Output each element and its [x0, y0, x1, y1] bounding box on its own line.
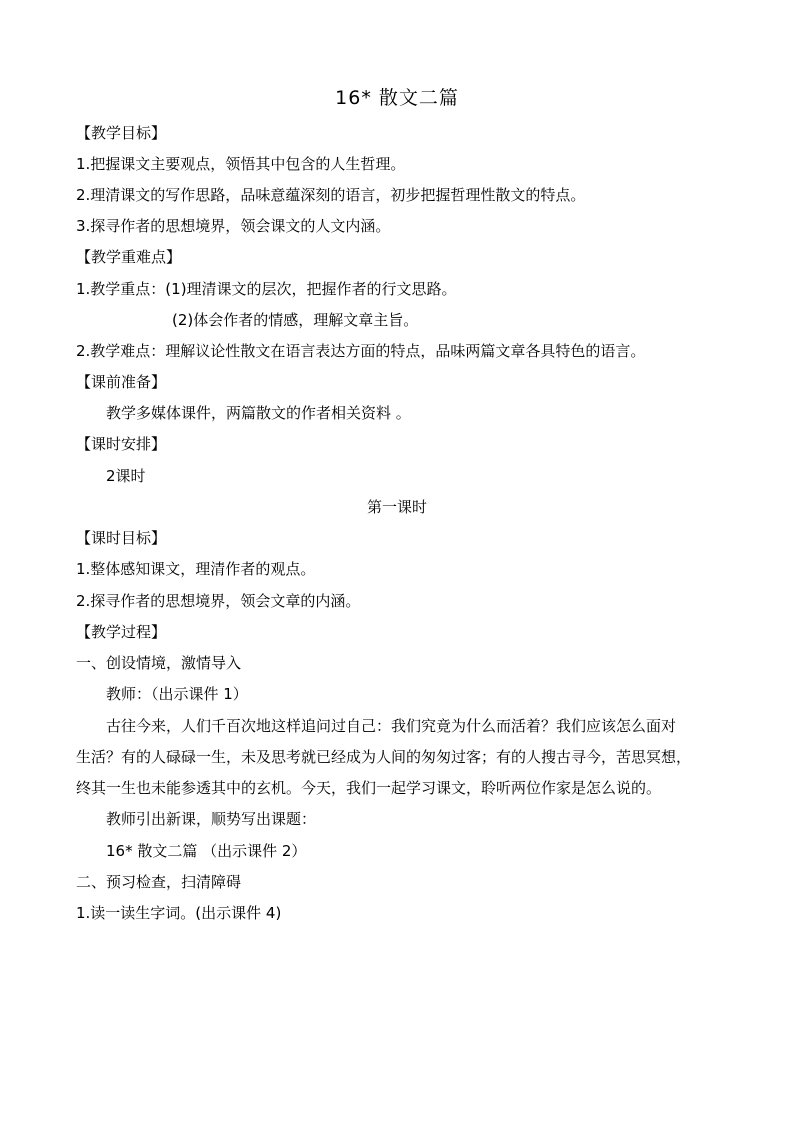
objective-2: 2.理清课文的写作思路，品味意蕴深刻的语言，初步把握哲理性散文的特点。: [76, 186, 586, 204]
title-repeat: 16* 散文二篇 （出示课件 2）: [106, 842, 307, 860]
paragraph-line-3: 终其一生也未能参透其中的玄机。今天，我们一起学习课文，聆听两位作家是怎么说的。: [76, 779, 662, 797]
key-point-2: 2.教学难点：理解议论性散文在语言表达方面的特点，品味两篇文章各具特色的语言。: [76, 342, 646, 360]
process-heading: 【教学过程】: [76, 623, 167, 641]
key-points-heading: 【教学重难点】: [76, 248, 182, 266]
key-point-1b: (2)体会作者的情感，理解文章主旨。: [172, 311, 419, 329]
section-2-heading: 二、预习检查，扫清障碍: [76, 873, 242, 891]
preparation-heading: 【课前准备】: [76, 373, 167, 391]
preparation-text: 教学多媒体课件，两篇散文的作者相关资料 。: [106, 404, 411, 422]
document-title: 16* 散文二篇: [335, 87, 459, 109]
lesson-objectives-heading: 【课时目标】: [76, 529, 167, 547]
paragraph-line-2: 生活？有的人碌碌一生，未及思考就已经成为人间的匆匆过客；有的人搜古寻今，苦思冥想，: [76, 748, 692, 766]
schedule-text: 2课时: [106, 467, 146, 485]
objective-3: 3.探寻作者的思想境界，领会课文的人文内涵。: [76, 217, 391, 235]
teacher-line: 教师：（出示课件 1）: [106, 685, 248, 703]
section-1-heading: 一、创设情境，激情导入: [76, 654, 242, 672]
lesson-heading: 第一课时: [366, 498, 427, 516]
lesson-objective-1: 1.整体感知课文，理清作者的观点。: [76, 560, 316, 578]
objectives-heading: 【教学目标】: [76, 124, 167, 142]
objective-1: 1.把握课文主要观点，领悟其中包含的人生哲理。: [76, 155, 406, 173]
paragraph-line-1: 古往今来，人们千百次地这样追问过自己：我们究竟为什么而活着？我们应该怎么面对: [106, 717, 677, 735]
key-point-1a: 1.教学重点：(1)理清课文的层次，把握作者的行文思路。: [76, 280, 457, 298]
teacher-intro: 教师引出新课，顺势写出课题：: [106, 810, 317, 828]
schedule-heading: 【课时安排】: [76, 435, 167, 453]
task-1: 1.读一读生字词。(出示课件 4): [76, 904, 282, 922]
lesson-objective-2: 2.探寻作者的思想境界，领会文章的内涵。: [76, 592, 361, 610]
